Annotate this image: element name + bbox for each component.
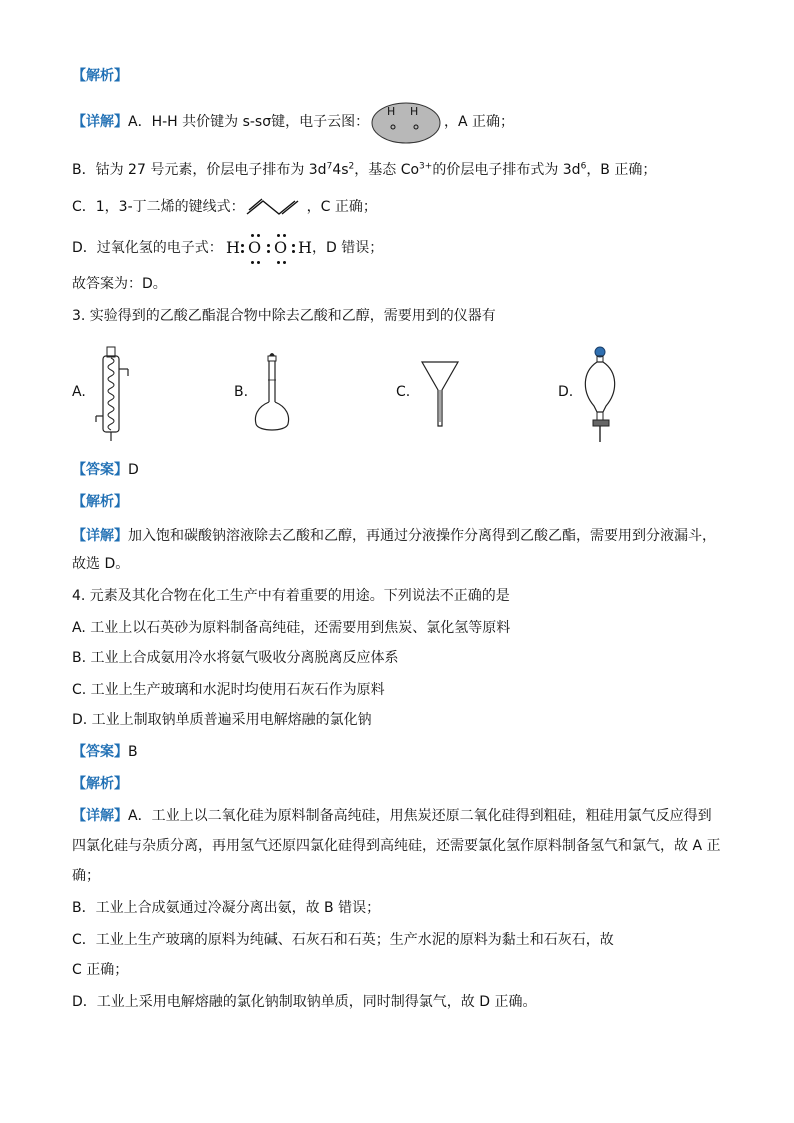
q4-detail-5: C．工业上生产玻璃的原料为纯碱、石灰石和石英；生产水泥的原料为黏土和石灰石，故 <box>72 932 614 948</box>
answer-value: D <box>128 462 139 478</box>
q4-detail-line <box>72 806 712 826</box>
electron-dot <box>257 261 260 264</box>
c-text-after: ，C 正确； <box>306 199 377 215</box>
electron-dot <box>267 250 270 253</box>
detail-tag: 【详解】 <box>72 114 128 130</box>
b-sup-1: 7 <box>326 161 333 172</box>
q2-a-text: A．H-H 共价键为 s-sσ键，电子云图： <box>128 114 370 130</box>
cloud-h-right: H <box>410 105 419 118</box>
detail-tag: 【详解】 <box>72 528 128 544</box>
q4-detail-3: 确； <box>72 868 100 884</box>
answer-value: B <box>128 744 138 760</box>
q2-answer-line: 故答案为：D。 <box>72 276 167 292</box>
b-text-2: 4s <box>332 162 349 178</box>
h2o2-o-left: O <box>248 238 262 257</box>
b-sup-3: 3+ <box>419 161 433 172</box>
detail-tag: 【详解】 <box>72 808 128 824</box>
answer-tag: 【答案】 <box>72 744 128 760</box>
q3-option-d-image <box>578 344 622 444</box>
q4-detail-2: 四氯化硅与杂质分离，再用氢气还原四氯化硅得到高纯硅，还需要氯化氢作原料制备氢气和氯气，故 A 正 <box>72 838 721 854</box>
hydrogen-peroxide-electron-formula <box>226 232 312 264</box>
h2o2-h-right: H <box>298 238 312 257</box>
butadiene-icon <box>245 196 307 218</box>
q2-option-c-explanation <box>72 196 377 218</box>
q4-detail-4: B．工业上合成氨通过冷凝分离出氨，故 B 错误； <box>72 900 381 916</box>
electron-dot <box>257 234 260 237</box>
analysis-tag: 【解析】 <box>72 776 128 792</box>
electron-cloud-icon <box>370 101 442 145</box>
q3-detail-2: 故选 D。 <box>72 556 130 572</box>
q3-option-c-label: C. <box>396 384 411 400</box>
q2-option-b-explanation <box>72 160 656 180</box>
q4-answer <box>72 742 138 762</box>
q4-option-d: D. 工业上制取钠单质普遍采用电解熔融的氯化钠 <box>72 712 372 728</box>
analysis-tag: 【解析】 <box>72 68 128 84</box>
q3-stem: 3. 实验得到的乙酸乙酯混合物中除去乙酸和乙醇，需要用到的仪器有 <box>72 308 496 324</box>
funnel-icon <box>420 360 460 428</box>
q3-option-b-label: B. <box>234 384 249 400</box>
b-text-5: ，B 正确； <box>586 162 657 178</box>
d-text-before: D．过氧化氢的电子式： <box>72 240 223 256</box>
q4-detail-7: D．工业上采用电解熔融的氯化钠制取钠单质，同时制得氯气，故 D 正确。 <box>72 994 537 1010</box>
q3-option-d-label: D. <box>558 384 574 400</box>
separatory-funnel-icon <box>578 344 622 444</box>
electron-dot <box>251 261 254 264</box>
q3-option-b-image <box>252 350 292 436</box>
h2o2-h-left: H <box>226 238 240 257</box>
b-sup-4: 6 <box>580 161 587 172</box>
q3-detail-line <box>72 526 716 546</box>
answer-tag: 【答案】 <box>72 462 128 478</box>
q3-option-a-image <box>92 344 136 444</box>
electron-dot <box>251 234 254 237</box>
electron-dot <box>277 261 280 264</box>
electron-cloud-diagram <box>370 101 442 145</box>
electron-dot <box>292 244 295 247</box>
h2o2-o-right: O <box>274 238 288 257</box>
electron-dot <box>267 244 270 247</box>
q4-detail-1: A．工业上以二氧化硅为原料制备高纯硅，用焦炭还原二氧化硅得到粗硅，粗硅用氯气反应得到 <box>128 808 712 824</box>
q2-a-tail: ，A 正确； <box>444 114 515 130</box>
analysis-tag: 【解析】 <box>72 494 128 510</box>
electron-dot <box>241 244 244 247</box>
d-text-after: ，D 错误； <box>312 240 384 256</box>
c-text-before: C．1，3-丁二烯的键线式： <box>72 199 245 215</box>
electron-dot <box>241 250 244 253</box>
b-sup-2: 2 <box>348 161 355 172</box>
electron-dot <box>292 250 295 253</box>
q2-option-a-explanation <box>72 112 369 132</box>
electron-dot <box>277 234 280 237</box>
q4-detail-6: C 正确； <box>72 962 129 978</box>
q3-option-a-label: A. <box>72 384 86 400</box>
electron-dot <box>283 234 286 237</box>
q4-option-c: C. 工业上生产玻璃和水泥时均使用石灰石作为原料 <box>72 682 385 698</box>
q3-option-c-image <box>420 360 460 428</box>
electron-dot <box>283 261 286 264</box>
b-text-4: 的价层电子排布式为 3d <box>432 162 581 178</box>
q4-stem: 4. 元素及其化合物在化工生产中有着重要的用途。下列说法不正确的是 <box>72 588 510 604</box>
q4-option-b: B. 工业上合成氨用冷水将氨气吸收分离脱离反应体系 <box>72 650 399 666</box>
butadiene-skeletal-formula <box>245 196 307 218</box>
q2-option-d-explanation <box>72 238 223 258</box>
condenser-icon <box>92 344 136 444</box>
cloud-h-left: H <box>387 105 396 118</box>
volumetric-flask-icon <box>252 350 292 436</box>
q3-answer <box>72 460 139 480</box>
b-text-3: ，基态 Co <box>354 162 420 178</box>
b-text-1: B．钴为 27 号元素，价层电子排布为 3d <box>72 162 327 178</box>
q3-detail-1: 加入饱和碳酸钠溶液除去乙酸和乙醇，再通过分液操作分离得到乙酸乙酯，需要用到分液漏斗， <box>128 528 716 544</box>
q4-option-a: A. 工业上以石英砂为原料制备高纯硅，还需要用到焦炭、氯化氢等原料 <box>72 620 511 636</box>
